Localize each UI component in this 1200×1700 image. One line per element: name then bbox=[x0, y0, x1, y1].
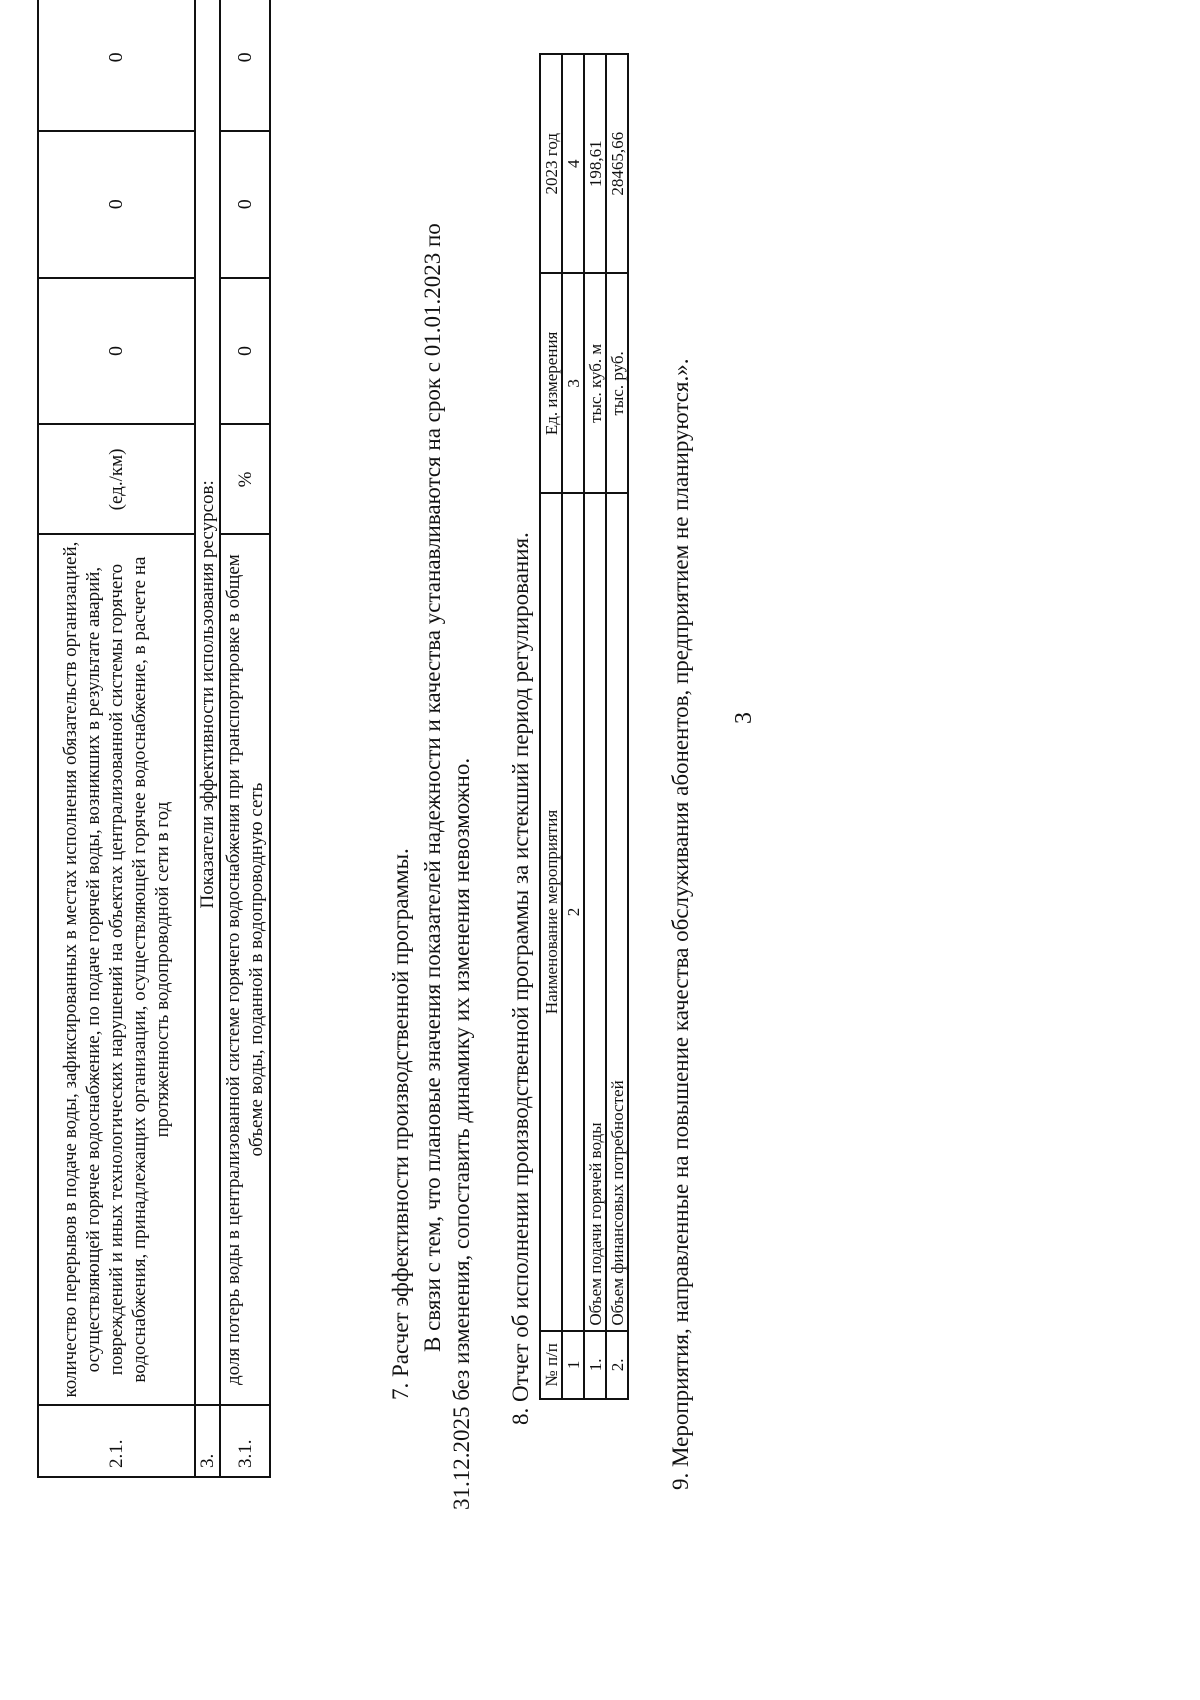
row-number: 2.1. bbox=[38, 1405, 195, 1477]
table-row bbox=[220, 0, 270, 1477]
indicator-unit: (ед./км) bbox=[38, 424, 195, 534]
measure-name: Объем подачи горячей воды bbox=[584, 493, 606, 1330]
measure-name: Объем финансовых потребностей bbox=[606, 493, 628, 1330]
measure-unit: тыс. руб. bbox=[606, 273, 628, 493]
table-column-number-row bbox=[562, 54, 584, 1399]
table-row bbox=[584, 54, 606, 1399]
indicator-value: 0 bbox=[38, 278, 195, 425]
measure-unit: тыс. куб. м bbox=[584, 273, 606, 493]
indicator-name: доля потерь воды в централизованной системе горячего водоснабжения при транспортировке в общем объеме воды, поданной в водопроводную сеть bbox=[220, 534, 270, 1404]
table-row bbox=[195, 0, 220, 1477]
column-number: 3 bbox=[562, 273, 584, 493]
indicator-value: 0 bbox=[38, 131, 195, 278]
column-number: 1 bbox=[562, 1331, 584, 1399]
section-9-text: 9. Мероприятия, направленные на повышение качества обслуживания абонентов, предприятием не планируются.». bbox=[668, 358, 693, 1490]
table-row bbox=[38, 0, 195, 1477]
header-number: № п/п bbox=[540, 1331, 562, 1399]
header-year: 2023 год bbox=[540, 54, 562, 273]
section-number: 3. bbox=[195, 1405, 220, 1477]
table-row bbox=[606, 54, 628, 1399]
section-7-text-line-1: В связи с тем, что плановые значения показателей надежности и качества устанавливаются на срок с 01.01.2023 по bbox=[420, 223, 445, 1352]
program-report-table bbox=[539, 53, 629, 1400]
indicator-value: 0 bbox=[220, 131, 270, 278]
indicator-name: количество перерывов в подаче воды, зафиксированных в местах исполнения обязательств организацией, осуществляющей горячее водоснабжение, по подаче горячей воды, возникших в результате аварий, повреждений и иных технологических нарушений на объектах централизованной системы горячего водоснабжения, принадлежащих организации, осуществляющей горячее водоснабжение, в расчете на протяженность водопроводной сети в год bbox=[38, 534, 195, 1404]
measure-value: 198,61 bbox=[584, 54, 606, 273]
indicator-unit: % bbox=[220, 424, 270, 534]
page-number: 3 bbox=[731, 712, 757, 724]
row-number: 3.1. bbox=[220, 1405, 270, 1477]
row-number: 2. bbox=[606, 1331, 628, 1399]
row-number: 1. bbox=[584, 1331, 606, 1399]
column-number: 4 bbox=[562, 54, 584, 273]
section-title: Показатели эффективности использования ресурсов: bbox=[195, 0, 220, 1405]
measure-value: 28465,66 bbox=[606, 54, 628, 273]
section-8-title: 8. Отчет об исполнении производственной программы за истекший период регулирования. bbox=[508, 532, 533, 1425]
table-header-row bbox=[540, 54, 562, 1399]
indicator-value: 0 bbox=[220, 0, 270, 131]
section-7-text-line-2: 31.12.2025 без изменения, сопоставить динамику их изменения невозможно. bbox=[449, 757, 474, 1510]
indicators-table bbox=[37, 0, 271, 1478]
header-name: Наименование мероприятия bbox=[540, 493, 562, 1330]
column-number: 2 bbox=[562, 493, 584, 1330]
section-7-title: 7. Расчет эффективности производственной программы. bbox=[388, 848, 413, 1400]
indicator-value: 0 bbox=[220, 278, 270, 425]
indicator-value: 0 bbox=[38, 0, 195, 131]
header-unit: Ед. измерения bbox=[540, 273, 562, 493]
